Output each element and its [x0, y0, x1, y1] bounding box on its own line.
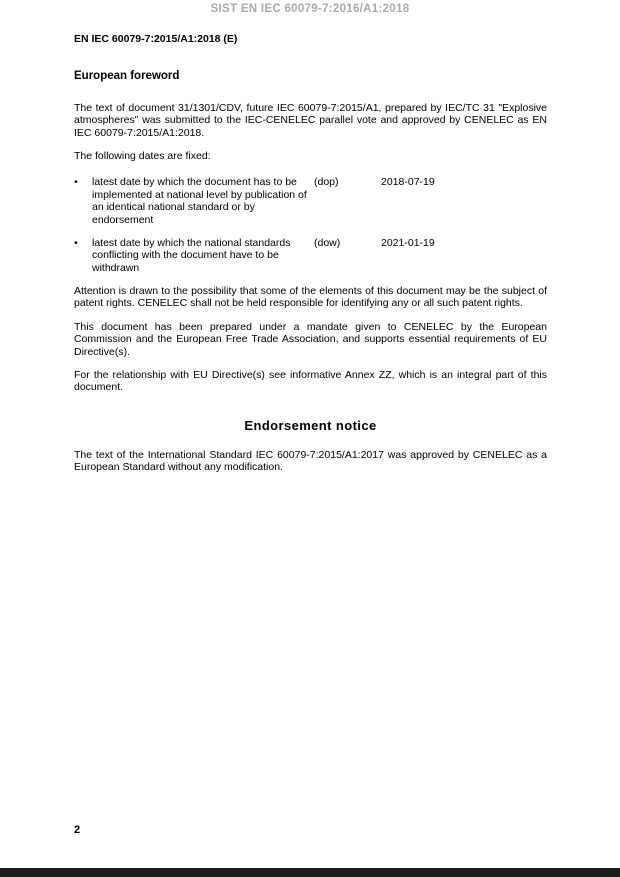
- page-number: 2: [74, 824, 81, 836]
- list-item-dow: [74, 237, 547, 274]
- list-item-text: latest date by which the document has to be implemented at national level by publication of an identical national standard or by endorsement: [92, 176, 307, 226]
- bullet-icon: •: [74, 236, 78, 249]
- list-item-dop: [74, 176, 547, 226]
- list-item-text: latest date by which the national standards conflicting with the document have to be withdrawn: [92, 236, 291, 274]
- list-item-abbreviation: (dow): [314, 236, 341, 249]
- list-item-abbreviation: (dop): [314, 176, 339, 189]
- foreword-paragraph-mandate: This document has been prepared under a mandate given to CENELEC by the European Commission and the European Free Trade Association, and supports essential requirements of EU Directive(s).: [74, 320, 547, 358]
- watermark-header: SIST EN IEC 60079-7:2016/A1:2018: [210, 3, 410, 15]
- document-reference: EN IEC 60079-7:2015/A1:2018 (E): [74, 33, 238, 45]
- bottom-edge-bar: [0, 868, 620, 877]
- section-heading-endorsement-notice: Endorsement notice: [244, 417, 377, 433]
- foreword-paragraph-cdv: The text of document 31/1301/CDV, future IEC 60079-7:2015/A1, prepared by IEC/TC 31 "Explosive atmospheres" was submitted to the IEC-CENELEC parallel vote and approved by CENELEC as EN IEC 60079-7:2015/A1:2018.: [74, 101, 547, 139]
- foreword-paragraph-annex: For the relationship with EU Directive(s) see informative Annex ZZ, which is an integral part of this document.: [74, 368, 547, 394]
- list-item-date: 2018-07-19: [381, 176, 435, 189]
- foreword-dates-intro: The following dates are fixed:: [74, 150, 211, 163]
- endorsement-paragraph: The text of the International Standard IEC 60079-7:2015/A1:2017 was approved by CENELEC as a European Standard without any modification.: [74, 449, 547, 474]
- bullet-icon: •: [74, 176, 78, 189]
- foreword-paragraph-patent: Attention is drawn to the possibility that some of the elements of this document may be the subject of patent rights. CENELEC shall not be held responsible for identifying any or all such patent rights.: [74, 285, 547, 310]
- page-content: [74, 33, 547, 485]
- list-item-date: 2021-01-19: [381, 236, 435, 249]
- section-heading-european-foreword: European foreword: [74, 70, 180, 83]
